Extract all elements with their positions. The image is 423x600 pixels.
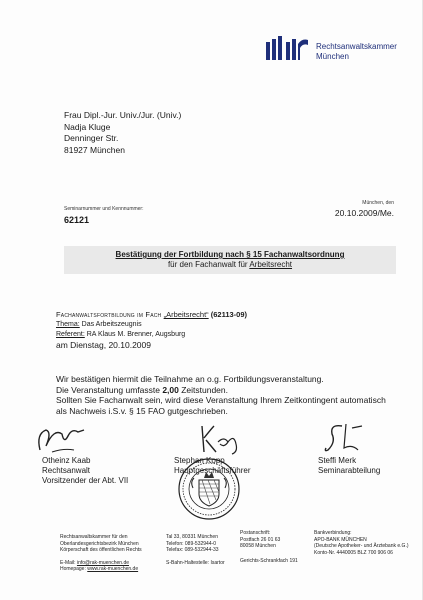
footer-col3-l1: Postanschrift: (240, 530, 271, 536)
confirmation-title: Bestätigung der Fortbildung nach § 15 Fachanwaltsordnung (115, 250, 345, 259)
signer-3-role: Seminarabteilung (318, 466, 381, 475)
footer-col2-l2: Telefon: 089-532944-0 (166, 540, 217, 547)
recipient-line1: Frau Dipl.-Jur. Univ./Jur. (Univ.) (64, 110, 182, 120)
signature-3-icon (322, 420, 370, 458)
referent-line (56, 330, 247, 340)
confirmation-box (64, 246, 396, 274)
topic-value: Das Arbeitszeugnis (79, 321, 142, 328)
rak-logo-icon (266, 36, 310, 60)
confirmation-text (56, 374, 386, 416)
course-date: am Dienstag, 20.10.2009 (56, 340, 151, 350)
course-subject: „Arbeitsrecht“ (163, 310, 209, 319)
body-line2-hours: 2,00 (162, 384, 179, 395)
confirmation-subtitle-prefix: für den Fachanwalt für (167, 260, 250, 269)
official-seal-icon (178, 458, 240, 520)
topic-label: Thema: (56, 321, 80, 328)
footer-homepage (60, 566, 142, 573)
footer-col4-l4: Konto-Nr. 4440005 BLZ 700 906 06 (314, 549, 393, 556)
course-line (56, 310, 247, 320)
body-line2-suffix: Zeitstunden. (178, 384, 228, 395)
footer-col3-l2: Postfach 26 01 63 (240, 536, 281, 543)
footer-col1-l1: Rechtsanwaltskammer für den (60, 534, 128, 540)
signer-1-role2: Vorsitzender der Abt. VII (42, 476, 129, 485)
footer-col-address (60, 534, 142, 573)
footer-col-contact (166, 534, 225, 566)
footer-col-postal (240, 530, 298, 564)
date-label: München, den (362, 200, 394, 206)
course-prefix: Fachanwaltsfortbildung im Fach (56, 310, 164, 319)
course-code: (62113-09) (208, 310, 248, 319)
footer-homepage-link[interactable]: www.rak-muenchen.de (87, 566, 139, 572)
footer-col-bank (314, 530, 409, 556)
org-name (316, 42, 397, 62)
footer-col4-l3: (Deutsche Apotheker- und Ärztebank e.G.) (314, 543, 409, 549)
footer-col3-l4: Gerichts-Schrankfach 191 (240, 557, 298, 564)
footer-col1-l2: Oberlandesgerichtsbezirk München (60, 540, 139, 547)
signature-block-3 (318, 456, 380, 476)
signer-1-role: Rechtsanwalt (42, 466, 91, 475)
signer-1-name: Otheinz Kaab (42, 456, 91, 465)
referent-label: Referent: (56, 331, 85, 338)
signer-2-role: Hauptgeschäftsführer (174, 466, 251, 475)
signer-2-name: Stephan Kopp (174, 456, 225, 465)
recipient-line3: Denninger Str. (64, 133, 119, 143)
footer-col2-l3: Telefax: 089-532944-33 (166, 547, 219, 553)
confirmation-subtitle-field: Arbeitsrecht (249, 260, 293, 269)
footer-col3-l3: 80058 München (240, 543, 276, 549)
footer-col4-l2: APO-BANK MÜNCHEN (314, 536, 367, 543)
course-details (56, 310, 247, 350)
footer-col4-l1: Bankverbindung: (314, 530, 352, 536)
signature-2-icon (196, 422, 246, 458)
footer-homepage-label: Homepage: (60, 566, 88, 572)
referent-value: RA Klaus M. Brenner, Augsburg (84, 331, 186, 338)
seminar-label: Seminarnummer und Kennnummer: (64, 206, 144, 212)
org-name-line2: München (316, 52, 349, 61)
seminar-number: 62121 (64, 215, 90, 225)
body-line2-prefix: Die Veranstaltung umfasste (56, 384, 163, 395)
footer-col2-l1: Tal 33, 80331 München (166, 534, 218, 540)
recipient-address (64, 110, 181, 156)
org-name-line1: Rechtsanwaltskammer (316, 42, 397, 51)
date-value: 20.10.2009/Me. (334, 208, 394, 218)
footer-col2-l4: S-Bahn-Haltestelle: Isartor (166, 559, 225, 566)
topic-line (56, 320, 247, 330)
footer-col1-l3: Körperschaft des öffentlichen Rechts (60, 547, 142, 553)
signature-block-1 (42, 456, 128, 486)
body-line2 (56, 385, 386, 396)
body-line1: Wir bestätigen hiermit die Teilnahme an o.g. Fortbildungsveranstaltung. (56, 374, 324, 384)
signer-3-name: Steffi Merk (318, 456, 357, 465)
signature-1-icon (34, 420, 94, 458)
confirmation-subtitle (64, 260, 396, 269)
recipient-line4: 81927 München (64, 144, 125, 155)
footer-email-link[interactable]: info@rak-muenchen.de (76, 559, 130, 566)
body-line4: als Nachweis i.S.v. § 15 FAO gutgeschrieben. (56, 405, 228, 416)
body-line3: Sollten Sie Fachanwalt sein, wird diese Veranstaltung Ihrem Zeitkontingent automatisch (56, 395, 386, 405)
recipient-line2: Nadja Kluge (64, 121, 111, 132)
footer-email-label: E-Mail: (60, 559, 77, 566)
